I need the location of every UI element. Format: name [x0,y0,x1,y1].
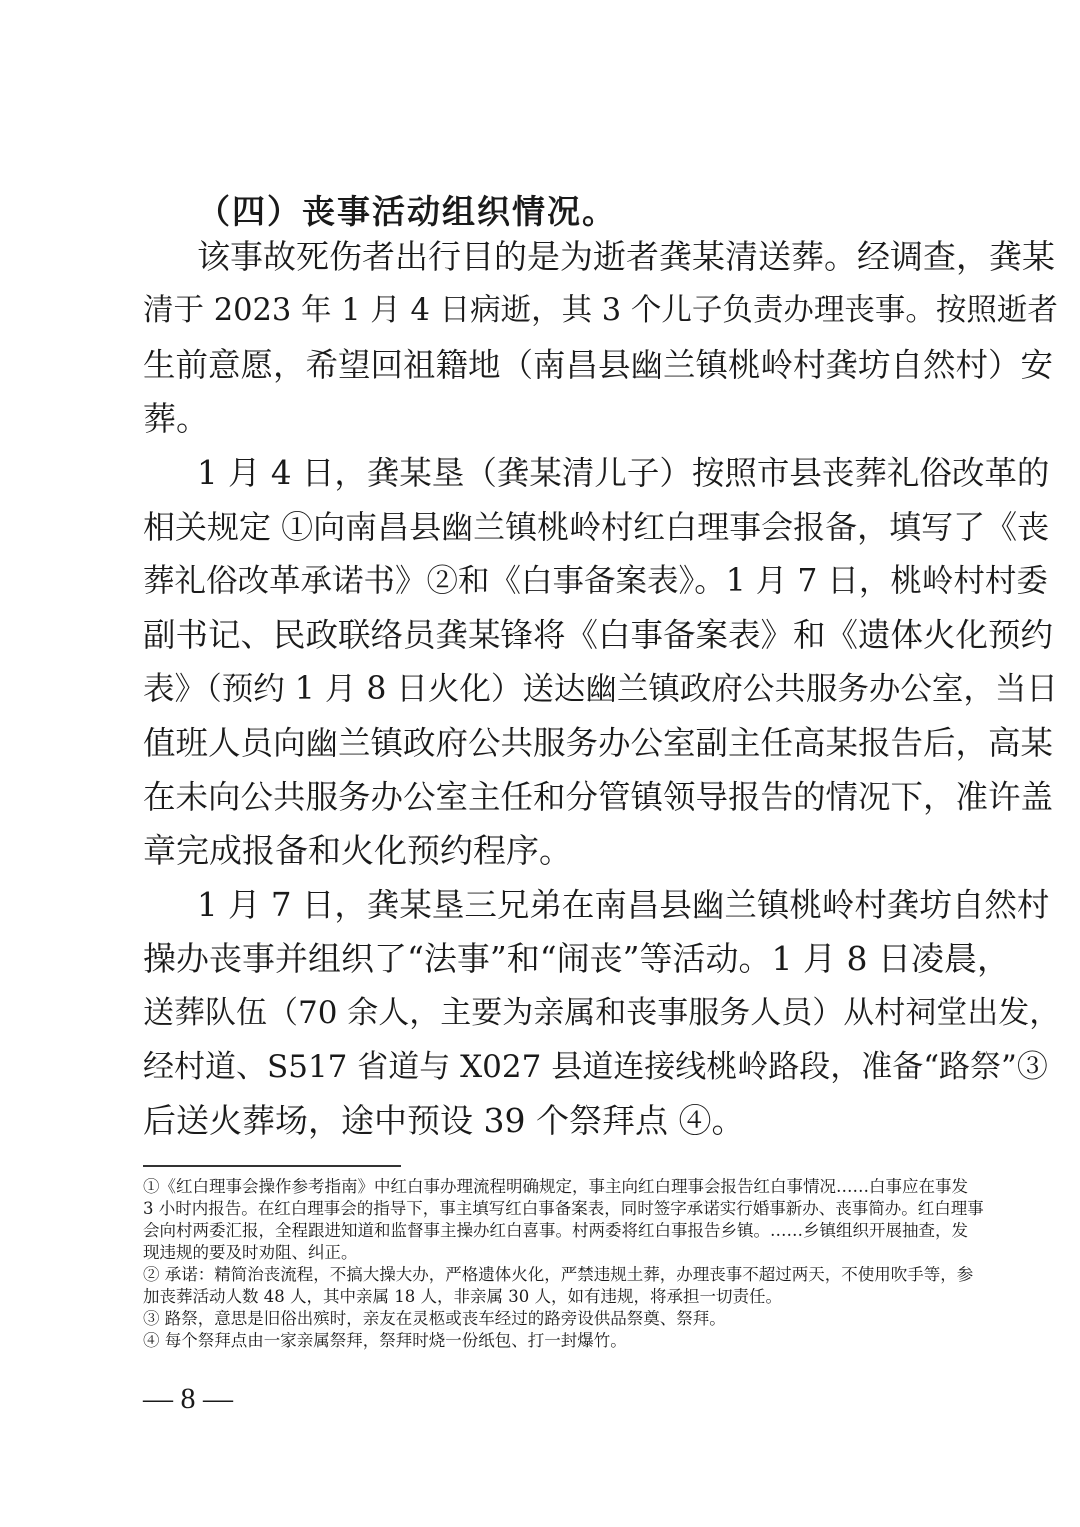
body-line: 值班人员向幽兰镇政府公共服务办公室副主任高某报告后，高某 [143,724,1054,762]
footnote-line: ④ 每个祭拜点由一家亲属祭拜，祭拜时烧一份纸包、打一封爆竹。 [143,1331,627,1350]
body-line: 1 月 7 日，龚某垦三兄弟在南昌县幽兰镇桃岭村龚坊自然村 [197,886,1050,924]
body-line: 1 月 4 日，龚某垦（龚某清儿子）按照市县丧葬礼俗改革的 [197,454,1050,492]
body-line: 生前意愿，希望回祖籍地（南昌县幽兰镇桃岭村龚坊自然村）安 [143,346,1054,384]
body-line: 后送火葬场，途中预设 39 个祭拜点 ④。 [143,1101,745,1140]
footnote-separator [143,1165,401,1167]
body-line: 操办丧事并组织了“法事”和“闹丧”等活动。1 月 8 日凌晨， [143,939,1010,978]
footnote-line: ② 承诺：精简治丧流程，不搞大操大办，严格遗体火化，严禁违规土葬，办理丧事不超过两天，不使用吹手等，参 [143,1265,974,1284]
body-line: 在未向公共服务办公室主任和分管镇领导报告的情况下，准许盖 [143,778,1054,816]
body-line: 葬。 [143,399,209,438]
footnote-line: 3 小时内报告。在红白理事会的指导下，事主填写红白事备案表，同时签字承诺实行婚事新办、丧事简办。红白理事 [143,1199,984,1218]
section-heading: （四）丧事活动组织情况。 [197,192,617,231]
footnote-line: 现违规的要及时劝阻、纠正。 [143,1243,358,1262]
body-line: 副书记、民政联络员龚某锋将《白事备案表》和《遗体火化预约 [143,616,1054,654]
footnote-line: ①《红白理事会操作参考指南》中红白事办理流程明确规定，事主向红白理事会报告红白事情况……白事应在事发 [143,1177,968,1196]
footnote-line: ③ 路祭，意思是旧俗出殡时，亲友在灵柩或丧车经过的路旁设供品祭奠、祭拜。 [143,1309,726,1328]
footnote-line: 会向村两委汇报，全程跟进知道和监督事主操办红白喜事。村两委将红白事报告乡镇。……乡镇组织开展抽查，发 [143,1221,968,1240]
page-number: — 8 — [143,1382,233,1415]
body-line: 经村道、S517 省道与 X027 县道连接线桃岭路段，准备“路祭”③ [143,1049,1048,1085]
body-line: 清于 2023 年 1 月 4 日病逝，其 3 个儿子负责办理丧事。按照逝者 [143,293,1058,328]
body-line: 该事故死伤者出行目的是为逝者龚某清送葬。经调查，龚某 [197,237,1055,276]
body-line: 章完成报备和火化预约程序。 [143,831,572,870]
body-line: 表》（预约 1 月 8 日火化）送达幽兰镇政府公共服务办公室，当日 [143,671,1058,707]
body-line: 送葬队伍（70 余人，主要为亲属和丧事服务人员）从村祠堂出发， [143,995,1061,1031]
body-line: 相关规定 ①向南昌县幽兰镇桃岭村红白理事会报备，填写了《丧 [143,508,1050,546]
footnote-line: 加丧葬活动人数 48 人，其中亲属 18 人，非亲属 30 人，如有违规，将承担一切责任。 [143,1287,782,1306]
body-line: 葬礼俗改革承诺书》②和《白事备案表》。1 月 7 日，桃岭村村委 [143,563,1048,599]
